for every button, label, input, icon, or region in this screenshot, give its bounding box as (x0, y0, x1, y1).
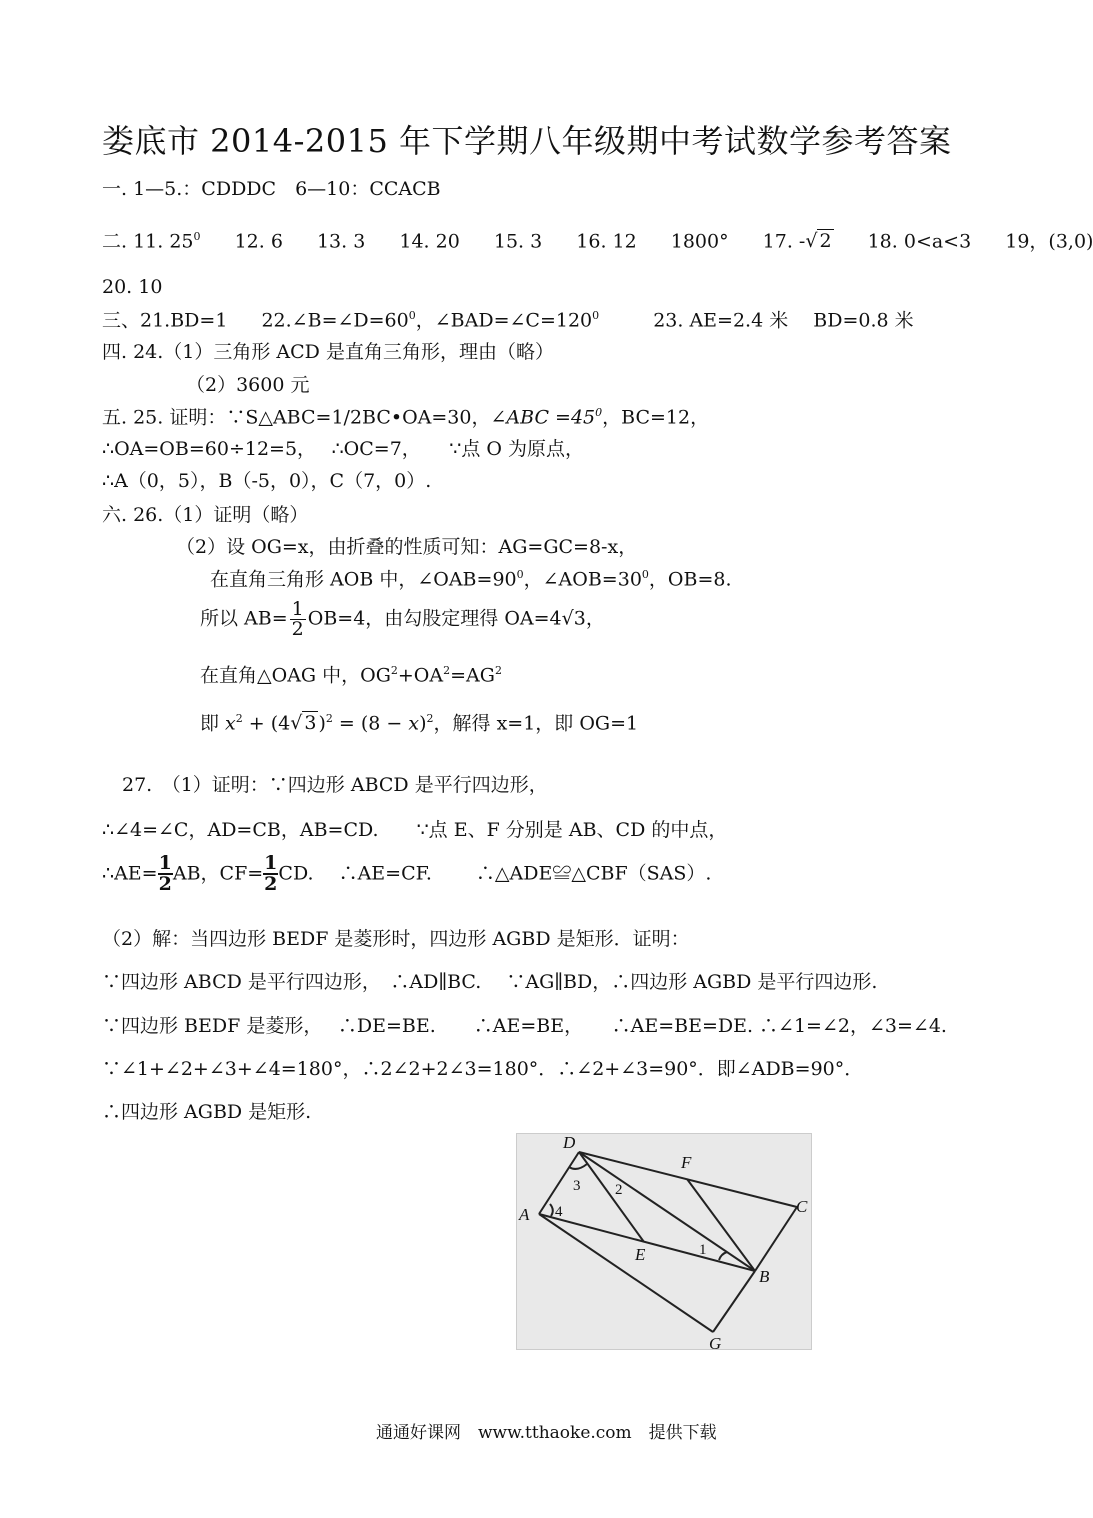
answer-24-1: 四. 24.（1）三角形 ACD 是直角三角形，理由（略） (102, 341, 554, 363)
answer-26-1: 六. 26.（1）证明（略） (102, 504, 309, 526)
text: ∴AE= (102, 862, 158, 885)
answer-20: 20. 10 (102, 276, 163, 298)
fraction-half (290, 600, 306, 639)
answer-24-2: （2）3600 元 (186, 374, 310, 396)
answer-26-line-c (200, 664, 502, 687)
text: CD. ∴AE=CF. ∴△ADE≌△CBF（SAS）. (278, 862, 712, 885)
answer-27-7: ∵∠1+∠2+∠3+∠4=180°，∴2∠2+2∠3=180°．∴∠2+∠3=90°．即∠ADB=90°． (102, 1058, 864, 1080)
answer-25-line1 (102, 406, 709, 429)
text: ，∠AOB=30 (523, 568, 642, 591)
denominator: 2 (291, 618, 304, 640)
page-title: 娄底市 2014-2015 年下学期八年级期中考试数学参考答案 (102, 122, 952, 160)
angle-arc-4 (550, 1204, 553, 1216)
answer-22a: 22.∠B=∠D=60 (261, 309, 409, 332)
angle-arc-1 (719, 1252, 727, 1260)
var-x: x (225, 712, 236, 735)
answer-25-text: 五. 25. 证明：∵S△ABC=1/2BC•OA=30， (102, 406, 491, 429)
answer-21: 三、21.BD=1 (102, 309, 228, 332)
answer-27-6: ∵四边形 BEDF 是菱形， ∴DE=BE. ∴AE=BE， ∴AE=BE=DE. ∴∠1=∠2，∠3=∠4. (102, 1015, 947, 1037)
label-angle-2: 2 (615, 1182, 623, 1198)
answer-19: 19，(3,0) (1005, 230, 1093, 253)
answer-27-3 (102, 854, 711, 894)
numerator: 1 (264, 852, 278, 874)
answer-25-bc: ，BC=12， (602, 406, 710, 429)
numerator: 1 (158, 852, 172, 874)
sqrt-radicand: 2 (819, 230, 832, 253)
segment-gb (713, 1271, 755, 1332)
answer-22b: ，∠BAD=∠C=120 (415, 309, 593, 332)
label-angle-3: 3 (573, 1178, 581, 1194)
square-sup: 2 (443, 664, 451, 677)
denominator: 2 (264, 873, 278, 895)
label-e: E (635, 1245, 646, 1264)
square-sup: 2 (325, 712, 333, 725)
text: =AG (450, 664, 495, 687)
segment-ab (539, 1214, 755, 1271)
geometry-figure-svg (517, 1133, 811, 1353)
text: ) (419, 712, 427, 735)
label-angle-4: 4 (555, 1204, 563, 1220)
text: +OA (397, 664, 444, 687)
answer-15: 15. 3 (493, 230, 543, 253)
sqrt-symbol: √ 2 (805, 230, 832, 253)
answer-12: 12. 6 (234, 230, 283, 253)
var-x: x (408, 712, 420, 735)
geometry-figure (516, 1133, 812, 1353)
answer-27-5: ∵四边形 ABCD 是平行四边形， ∴AD∥BC. ∵AG∥BD，∴四边形 AGBD 是平行四边形. (102, 971, 878, 993)
segment-cb (755, 1207, 797, 1271)
answer-13: 13. 3 (316, 230, 366, 253)
label-g: G (709, 1334, 722, 1353)
answer-26-line-d (200, 712, 638, 735)
square-sup: 2 (390, 664, 398, 677)
degree-sup: 0 (408, 309, 416, 322)
text: 所以 AB= (200, 607, 288, 630)
answer-23: 23. AE=2.4 米 BD=0.8 米 (653, 309, 914, 332)
sqrt-radicand: 3 (304, 712, 317, 735)
degree-sup: 0 (516, 568, 524, 581)
label-d: D (563, 1133, 576, 1152)
degree-sup: 0 (595, 406, 603, 419)
fraction-half (263, 854, 278, 894)
text: ) (318, 712, 326, 735)
answers-fill-blank (102, 230, 1093, 253)
answer-16: 16. 12 (576, 230, 637, 253)
angle-abc: ∠ABC =45 (490, 406, 596, 429)
text: ，OB=8. (648, 568, 732, 591)
denominator: 2 (158, 873, 172, 895)
answer-16b: 1800° (670, 230, 729, 253)
answers-section-3 (102, 309, 914, 332)
fraction-half (158, 854, 173, 894)
answer-17: 17. - (762, 230, 806, 253)
answer-26-line-a (210, 568, 732, 591)
text: ，解得 x=1，即 OG=1 (433, 712, 639, 735)
sqrt-symbol: √ 3 (290, 712, 317, 735)
answer-27-4: （2）解：当四边形 BEDF 是菱形时，四边形 AGBD 是矩形．证明： (102, 928, 690, 950)
degree-sup: 0 (592, 309, 600, 322)
answer-27-1: 27. （1）证明：∵四边形 ABCD 是平行四边形， (122, 774, 548, 796)
text: AB，CF= (172, 862, 264, 885)
answer-18: 18. 0<a<3 (867, 230, 972, 253)
answer-25-line2: ∴OA=OB=60÷12=5， ∴OC=7， ∵点 O 为原点， (102, 438, 585, 460)
degree-sup: 0 (193, 230, 201, 243)
label-c: C (796, 1197, 808, 1216)
square-sup: 2 (235, 712, 243, 725)
text: 即 (200, 712, 226, 735)
label-f: F (681, 1153, 692, 1172)
square-sup: 2 (494, 664, 502, 677)
answer-26-line-b (200, 600, 605, 639)
answer-27-2: ∴∠4=∠C，AD=CB，AB=CD. ∵点 E、F 分别是 AB、CD 的中点， (102, 819, 728, 841)
square-sup: 2 (426, 712, 434, 725)
segment-db (579, 1152, 755, 1271)
degree-sup: 0 (641, 568, 649, 581)
label-a: A (519, 1205, 530, 1224)
answer-25-line3: ∴A（0，5），B（-5，0），C（7，0）. (102, 470, 432, 492)
label-b: B (759, 1267, 770, 1286)
text: 在直角△OAG 中，OG (200, 664, 391, 687)
text: OB=4，由勾股定理得 OA=4√3， (307, 607, 605, 630)
label-angle-1: 1 (699, 1242, 707, 1258)
answers-choice: 一. 1—5.：CDDDC 6—10：CCACB (102, 178, 441, 200)
text: + (4 (242, 712, 291, 735)
answer-26-2: （2）设 OG=x，由折叠的性质可知：AG=GC=8-x， (176, 536, 638, 558)
text: 在直角三角形 AOB 中，∠OAB=90 (210, 568, 517, 591)
answer-11: 二. 11. 25 (102, 230, 194, 253)
answer-14: 14. 20 (399, 230, 460, 253)
segment-ag (539, 1214, 713, 1332)
text: = (8 − (332, 712, 409, 735)
numerator: 1 (291, 598, 304, 620)
footer-source: 通通好课网 www.tthaoke.com 提供下载 (376, 1423, 717, 1443)
answer-27-8: ∴四边形 AGBD 是矩形. (102, 1101, 312, 1123)
